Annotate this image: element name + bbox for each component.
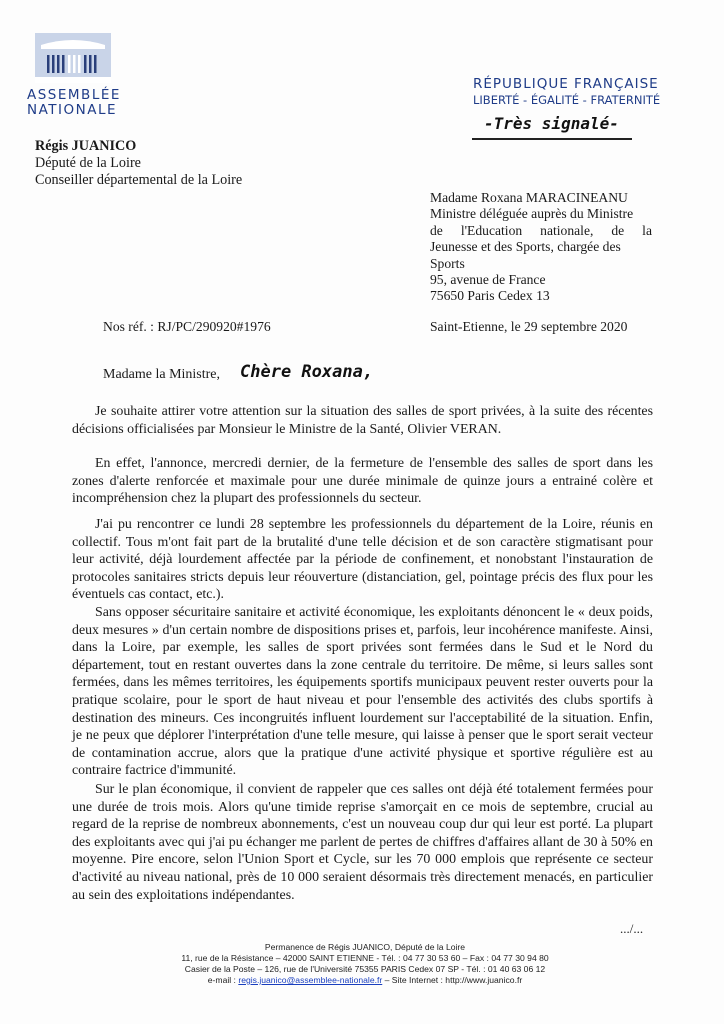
footer-line2: 11, rue de la Résistance – 42000 SAINT ETIENNE - Tél. : 04 77 30 53 60 – Fax : 04 77 30 94 80 bbox=[181, 953, 549, 963]
logo-line1: ASSEMBLÉE bbox=[27, 87, 121, 103]
recipient-block bbox=[430, 190, 652, 305]
reference: Nos réf. : RJ/PC/290920#1976 bbox=[103, 319, 271, 334]
email-link[interactable]: regis.juanico@assemblee-nationale.fr bbox=[238, 975, 383, 985]
salutation: Madame la Ministre, bbox=[103, 367, 221, 382]
date: Saint-Etienne, le 29 septembre 2020 bbox=[430, 319, 628, 334]
footer bbox=[150, 942, 580, 986]
site-text: – Site Internet : http://www.juanico.fr bbox=[382, 975, 523, 985]
body-paragraph: Sans opposer sécuritaire sanitaire et activité économique, les exploitants dénoncent le « deux poids, deux mesures » d'un certain nombre de dispositions prises et, parfois, leur incohérence manifeste. Ainsi, dans la Loire, par exemple, les salles de sport privées sont fermées dans le Sud et le Nord du département, tout en restant ouvertes dans la zone centrale du territoire. De même, si leurs salles sont fermées, dans les mêmes territoires, les équipements sportifs municipaux peuvent rester ouverts pour la pratique scolaire, pour le sport de haut niveau et pour l'ensemble des activités des clubs sportifs à destination des mineurs. Ces incongruités influent lourdement sur l'acceptabilité de la situation. Enfin, je ne peux que déplorer l'interprétation d'une telle mesure, qui laisse à penser que le sport serait vecteur de contamination accrue, alors que la pratique d'une activité physique et sportive régulière est au contraire factrice d'immunité. bbox=[72, 605, 653, 779]
recipient-line: Sports bbox=[430, 255, 465, 271]
continuation-mark: .../... bbox=[620, 921, 644, 936]
sender-role1: Député de la Loire bbox=[35, 155, 141, 171]
recipient-line: Ministre déléguée auprès du Ministre bbox=[430, 206, 634, 222]
recipient-line: 75650 Paris Cedex 13 bbox=[430, 288, 550, 304]
body-paragraph: Je souhaite attirer votre attention sur la situation des salles de sport privées, à la suite des récentes décisions officialisées par Monsieur le Ministre de la Santé, Olivier VERAN. bbox=[72, 404, 653, 437]
footer-line4 bbox=[150, 975, 580, 986]
body-paragraph: Sur le plan économique, il convient de rappeler que ces salles ont déjà été totalement fermées pour une durée de trois mois. Alors qu'une timide reprise s'amorçait en ce mois de septembre, crucial au regard de la reprise de nombreux abonnements, c'est un nouveau coup dur qui leur est porté. La plupart des exploitants avec qui j'ai pu échanger me parlent de pertes de chiffres d'affaires allant de 30 à 50% en moyenne. Pire encore, selon l'Union Sport et Cycle, sur les 70 000 emplois que représente ce secteur d'activité au niveau national, près de 10 000 seraient désormais très directement menacés, en particulier au sein des exploitations indépendantes. bbox=[72, 782, 653, 903]
sender-block bbox=[35, 138, 242, 189]
footer-line1: Permanence de Régis JUANICO, Député de la Loire bbox=[264, 942, 466, 952]
handwritten-underline bbox=[472, 138, 632, 140]
handwritten-note: -Très signalé- bbox=[484, 114, 619, 133]
recipient-line: 95, avenue de France bbox=[430, 272, 546, 288]
recipient-line: Madame Roxana MARACINEANU bbox=[430, 190, 628, 205]
email-label: e-mail : bbox=[207, 975, 239, 985]
recipient-line: de l'Education nationale, de la bbox=[430, 222, 652, 238]
assemblee-building-icon bbox=[35, 33, 111, 83]
republic-title: RÉPUBLIQUE FRANÇAISE bbox=[473, 76, 659, 92]
sender-name: Régis JUANICO bbox=[35, 138, 137, 154]
footer-line3: Casier de la Poste – 126, rue de l'Université 75355 PARIS Cedex 07 SP - Tél. : 01 40 63 06 12 bbox=[184, 964, 546, 974]
sender-role2: Conseiller départemental de la Loire bbox=[35, 172, 243, 188]
body-paragraph: En effet, l'annonce, mercredi dernier, de la fermeture de l'ensemble des salles de sport dans les zones d'alerte renforcée et maximale pour une durée minimale de quinze jours a entrainé colère et incompréhension chez la plupart des professionnels du secteur. bbox=[72, 456, 653, 507]
republic-motto: LIBERTÉ - ÉGALITÉ - FRATERNITÉ bbox=[473, 93, 661, 107]
logo-line2: NATIONALE bbox=[27, 102, 118, 118]
recipient-line: Jeunesse et des Sports, chargée des bbox=[430, 239, 621, 255]
handwritten-greeting: Chère Roxana, bbox=[240, 362, 374, 382]
body-paragraph: J'ai pu rencontrer ce lundi 28 septembre les professionnels du département de la Loire, réunis en collectif. Tous m'ont fait part de la brutalité d'une telle décision et de son caractère stigmatisant pour leur activité, déjà lourdement affectée par la période de confinement, et nonobstant l'instauration de protocoles sanitaires stricts depuis leur réouverture (distanciation, gel, pointage précis des flux pour les éventuels cas contact, etc.). bbox=[72, 517, 653, 603]
assemblee-logo bbox=[27, 33, 119, 118]
